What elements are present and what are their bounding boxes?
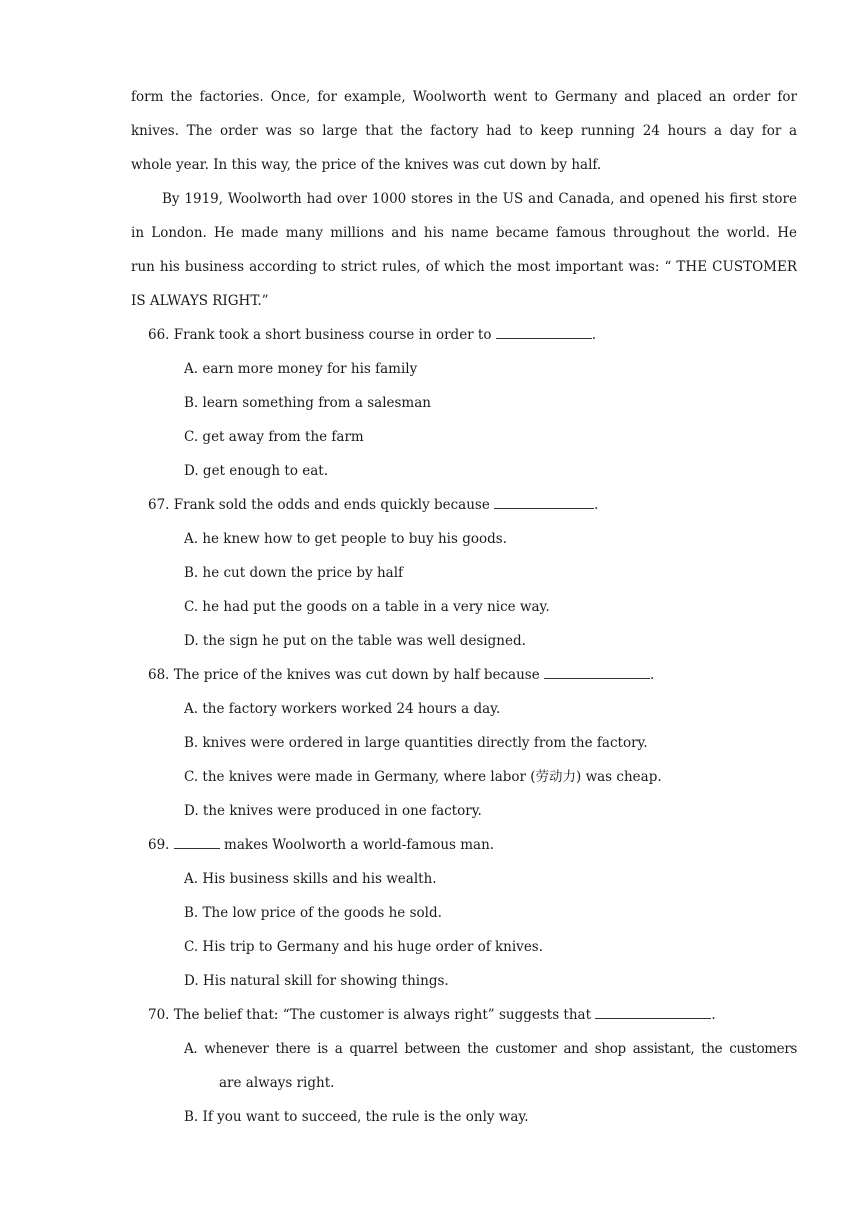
stem-text: 69. (148, 837, 174, 853)
stem-text: 67. Frank sold the odds and ends quickly because (148, 497, 495, 513)
option-c[interactable]: C. the knives were made in Germany, where labor (劳动力) was cheap. (184, 769, 662, 785)
passage-line: knives. The order was so large that the factory had to keep running 24 hours a day for a (131, 123, 797, 139)
stem-text: 68. The price of the knives was cut down by half because (148, 667, 544, 683)
question-stem (131, 658, 797, 692)
answer-blank[interactable] (174, 834, 220, 849)
passage-line: run his business according to strict rules, of which the most important was: “ THE CUSTOMER (131, 259, 797, 275)
option-c[interactable]: C. His trip to Germany and his huge order of knives. (184, 939, 544, 955)
question-stem (131, 828, 797, 862)
stem-text: 70. The belief that: “The customer is always right” suggests that (148, 1007, 596, 1023)
passage-line: form the factories. Once, for example, Woolworth went to Germany and placed an order for (131, 89, 797, 105)
question-stem (131, 318, 797, 352)
question-70 (131, 998, 797, 1134)
option-a[interactable]: A. he knew how to get people to buy his goods. (184, 531, 507, 547)
option-b[interactable]: B. he cut down the price by half (184, 565, 404, 581)
option-d[interactable]: D. the knives were produced in one factory. (184, 803, 482, 819)
answer-blank[interactable] (496, 324, 592, 339)
option-a[interactable]: A. the factory workers worked 24 hours a day. (184, 701, 501, 717)
answer-blank[interactable] (544, 664, 650, 679)
passage-paragraph-1 (131, 80, 797, 182)
option-b[interactable]: B. learn something from a salesman (184, 395, 431, 411)
question-67 (131, 488, 797, 658)
stem-text: . (591, 327, 597, 343)
option-d[interactable]: D. the sign he put on the table was well designed. (184, 633, 526, 649)
option-b[interactable]: B. knives were ordered in large quantities directly from the factory. (184, 735, 648, 751)
option-d[interactable]: D. get enough to eat. (184, 463, 329, 479)
option-c[interactable]: C. he had put the goods on a table in a very nice way. (184, 599, 550, 615)
question-69 (131, 828, 797, 998)
stem-text: . (594, 497, 599, 513)
answer-blank[interactable] (595, 1004, 711, 1019)
document-page (131, 80, 797, 1134)
option-b[interactable]: B. If you want to succeed, the rule is the only way. (184, 1109, 529, 1125)
option-d[interactable]: D. His natural skill for showing things. (184, 973, 449, 989)
option-line: are always right. (219, 1075, 335, 1091)
stem-text: makes Woolworth a world-famous man. (219, 837, 495, 853)
stem-text: . (650, 667, 655, 683)
passage-line: By 1919, Woolworth had over 1000 stores in the US and Canada, and opened his first store (162, 191, 797, 207)
passage-line: in London. He made many millions and his name became famous throughout the world. He (131, 225, 797, 241)
question-stem (131, 998, 797, 1032)
option-b[interactable]: B. The low price of the goods he sold. (184, 905, 442, 921)
passage-line: whole year. In this way, the price of the knives was cut down by half. (131, 157, 602, 173)
question-stem (131, 488, 797, 522)
question-68 (131, 658, 797, 828)
option-line: A. whenever there is a quarrel between the customer and shop assistant, the customers (184, 1041, 797, 1057)
option-c[interactable]: C. get away from the farm (184, 429, 364, 445)
option-a[interactable] (131, 1032, 797, 1100)
option-a[interactable]: A. His business skills and his wealth. (184, 871, 437, 887)
stem-text: . (711, 1007, 716, 1023)
passage-line: IS ALWAYS RIGHT.” (131, 293, 269, 309)
option-a[interactable]: A. earn more money for his family (184, 361, 418, 377)
passage-paragraph-2 (131, 182, 797, 318)
answer-blank[interactable] (494, 494, 594, 509)
question-66 (131, 318, 797, 488)
stem-text: 66. Frank took a short business course in order to (148, 327, 496, 343)
